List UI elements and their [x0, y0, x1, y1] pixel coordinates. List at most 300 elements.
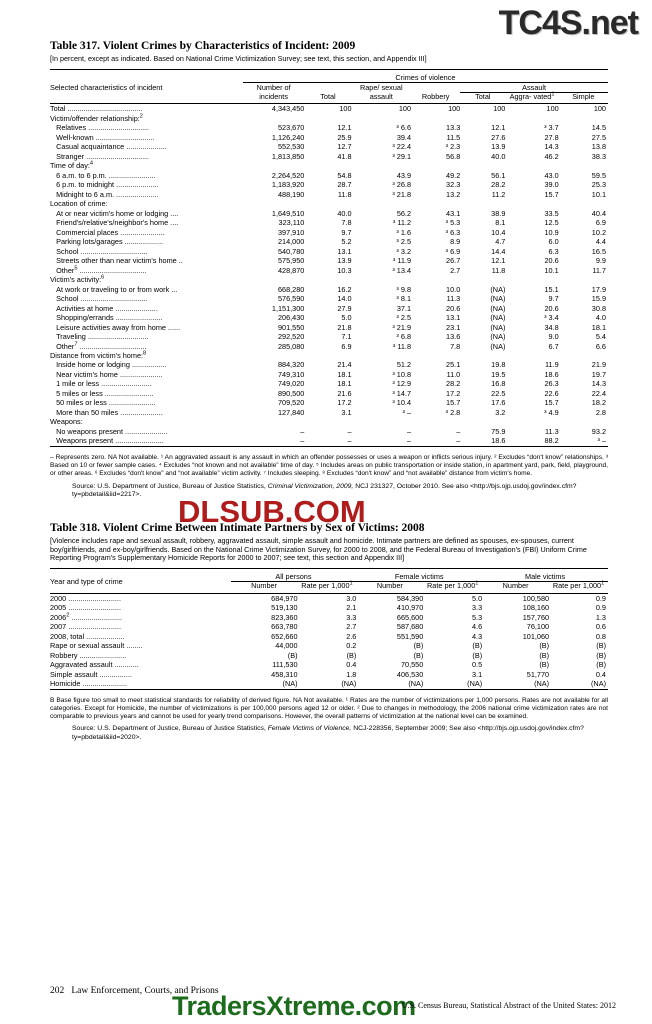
row-value: 584,390 [396, 593, 424, 603]
row-value: 2.6 [346, 631, 357, 641]
row-value: 13.9 [337, 256, 352, 266]
row-value: ³ 3.2 [396, 246, 412, 256]
table-317-rape-header: Rape/ sexual assault [359, 83, 403, 101]
row-value: 1,649,510 [271, 208, 305, 218]
table-row [50, 613, 608, 622]
row-value: 5.0 [471, 593, 483, 603]
table-row [50, 304, 608, 313]
table-318-headnote: [Violence includes rape and sexual assault, robbery, aggravated assault, simple assault and homicide. Intimate partners are defined as spouses, ex-spouses, current boy/girlfriends, and ex-boy/girlfriends. Based on the National Crime Victimization Survey, for 2000 to 2008, and the Federal Bureau of Investigation's (FBI) Uniform Crime Reporting Program's Supplementary Homicide Reports for 2000 to 2007; see text, this section and Appendix III] [50, 535, 587, 563]
row-value: 0.6 [595, 622, 606, 632]
table-317-stub-header: Selected characteristics of incident [50, 82, 163, 92]
row-label: Homicide ...................... [50, 679, 128, 689]
table-row [50, 679, 608, 689]
table-row [50, 632, 608, 641]
table-row [50, 670, 608, 679]
row-label: Time of day:$^4$ [50, 160, 94, 171]
row-value: 18.6 [491, 436, 506, 446]
row-value: 13.9 [491, 142, 506, 152]
table-group-heading-row [50, 114, 608, 123]
table-318-footnotes: B Base figure too small to meet statistical standards for reliability of derived figure. NA Not available. ¹ Rates are the number of victimizations per 1,000 persons. Rates are not available for all categories. Except for Homicide, the number of victimizations is per 100,000 persons aged 12 or older. ² Due to changes in methodology, the 2006 national crime victimization rates are not comparable to previous years and cannot be used for yearly trend comparisons. However, the overall patterns of victimization at the national level can be examined. [50, 696, 608, 721]
row-value: 100 [546, 104, 559, 114]
row-value: 9.9 [595, 256, 606, 266]
row-value: 15.7 [544, 398, 559, 408]
table-row [50, 142, 608, 151]
row-label: Distance from victim's home:$^8$ [50, 350, 147, 360]
row-value: 17.9 [591, 284, 606, 294]
row-value: 2.1 [346, 603, 357, 613]
row-value: 0.4 [595, 669, 606, 679]
page-content [50, 40, 608, 743]
row-label: School ................................. [50, 246, 148, 256]
row-value: (B) [472, 650, 483, 660]
table-317-assault-total-header: Total [475, 91, 491, 101]
row-value: ³ 13.4 [392, 265, 412, 275]
table-row [50, 427, 608, 436]
row-value: 14.4 [491, 246, 506, 256]
table-row [50, 313, 608, 322]
row-value: 15.7 [446, 398, 461, 408]
row-value: 46.2 [544, 151, 559, 161]
table-row [50, 266, 608, 275]
row-value: 25.9 [337, 132, 352, 142]
row-value: 18.1 [591, 322, 606, 332]
row-value: 21.9 [591, 360, 606, 370]
row-value: 10.1 [544, 265, 559, 275]
row-value: 56.2 [396, 208, 412, 218]
row-value: (B) [539, 641, 550, 651]
row-value: 3.0 [346, 593, 357, 603]
row-value: ³ 4.9 [544, 407, 559, 417]
row-label: Midnight to 6 a.m. ..................... [50, 189, 159, 199]
row-value: – [347, 436, 352, 446]
table-group-heading-row [50, 199, 608, 208]
row-value: 56.8 [446, 151, 461, 161]
row-value: 0.8 [595, 631, 606, 641]
row-value: 30.8 [591, 303, 606, 313]
table-317-number-header: Number of incidents [256, 83, 291, 101]
row-value: ³ 2.8 [445, 407, 461, 417]
row-label: Weapons: [50, 417, 83, 427]
row-value: 15.1 [544, 284, 559, 294]
row-value: 890,500 [277, 388, 305, 398]
row-value: 100 [339, 104, 352, 114]
row-value: 2,264,520 [271, 170, 305, 180]
row-value: 34.8 [544, 322, 559, 332]
row-value: 9.7 [548, 294, 559, 304]
row-label: Commercial places ...................... [50, 227, 165, 237]
row-value: 18.6 [544, 369, 559, 379]
row-value: ³ – [402, 407, 412, 417]
row-value: 12.1 [491, 123, 506, 133]
row-value: 21.8 [337, 322, 352, 332]
row-value: 28.2 [491, 180, 506, 190]
row-value: 70,550 [400, 660, 424, 670]
footer-source-line: U.S. Census Bureau, Statistical Abstract of the United States: 2012 [401, 1001, 616, 1010]
row-label: 2005 .......................... [50, 603, 121, 613]
row-value: 108,160 [522, 603, 550, 613]
row-value: 4.0 [595, 313, 606, 323]
row-value: 19.8 [491, 360, 506, 370]
row-value: 32.3 [446, 180, 461, 190]
row-value: 12.1 [491, 256, 506, 266]
row-value: ³ 2.5 [396, 313, 412, 323]
table-row [50, 209, 608, 218]
row-label: Parking lots/garages ................... [50, 237, 164, 247]
row-value: 100 [398, 104, 412, 114]
table-318-body [50, 593, 608, 692]
row-value: 41.8 [337, 151, 352, 161]
row-label: No weapons present ..................... [50, 426, 168, 436]
row-value: ³ 2.3 [445, 142, 461, 152]
row-value: 38.3 [591, 151, 606, 161]
row-value: 15.9 [591, 294, 606, 304]
row-value: 40.0 [491, 151, 506, 161]
table-317-footnotes: – Represents zero. NA Not available. ¹ An aggravated assault is any assault in which an offender possesses or uses a weapon or inflicts serious injury. ² Excludes “don't know” relationships. ³ Based on 10 or fewer sample cases. ⁴ Excludes “not known and not available” time of day. ⁵ Includes areas on public transportation or inside station, in apartment yard, park, field, playground, or other areas. ⁶ Excludes “don't know” and “not available” victim activity. ⁷ Includes sleeping. ⁸ Excludes “don't know” and “not available” distance from victim's home. [50, 453, 608, 478]
row-label: Leisure activities away from home ...... [50, 322, 181, 332]
row-label: Traveling .............................. [50, 332, 149, 342]
row-value: – [456, 436, 461, 446]
row-value: 101,060 [522, 631, 550, 641]
row-value: 23.1 [446, 322, 461, 332]
table-row [50, 218, 608, 227]
row-label: Rape or sexual assault ........ [50, 641, 143, 651]
row-value: ³ 8.1 [396, 294, 412, 304]
table-row [50, 651, 608, 660]
row-value: 40.4 [591, 208, 606, 218]
table-group-heading-row [50, 275, 608, 284]
row-value: ³ 10.8 [392, 369, 412, 379]
row-value: 8.1 [495, 218, 506, 228]
table-group-heading-row [50, 161, 608, 170]
row-value: 10.0 [446, 284, 461, 294]
row-value: ³ 26.8 [392, 180, 412, 190]
row-label: Total ..................................... [50, 104, 143, 114]
row-value: 3.2 [495, 407, 506, 417]
row-value: 12.7 [337, 142, 352, 152]
row-value: 10.2 [591, 227, 606, 237]
row-value: 214,000 [277, 237, 305, 247]
row-value: 575,950 [277, 256, 305, 266]
row-label: Victim's activity:$^6$ [50, 274, 105, 285]
table-318-source: Source: U.S. Department of Justice, Bureau of Justice Statistics, Female Victims of Violence, NCJ-228356, September 2009; See also <http://bjs.ojp.usdoj.gov/index.cfm?ty=pbdetail&iid=2020>. [72, 725, 584, 742]
table-row [50, 247, 608, 256]
row-value: 17.6 [491, 398, 506, 408]
row-value: 1,151,300 [271, 303, 305, 313]
row-value: 111,530 [272, 660, 298, 670]
row-value: (NA) [282, 679, 298, 689]
row-value: 406,530 [396, 669, 424, 679]
page-number: 202 [50, 986, 65, 996]
row-label: 5 miles or less ........................ [50, 388, 154, 398]
row-value: 16.5 [591, 246, 606, 256]
row-value: ³ 14.7 [392, 388, 412, 398]
row-value: 458,310 [271, 669, 298, 679]
row-label: Stranger ............................... [50, 151, 149, 161]
row-value: 6.7 [548, 341, 559, 351]
row-value: (B) [472, 641, 483, 651]
table-row [50, 133, 608, 142]
row-value: 11.3 [446, 294, 461, 304]
row-value: (B) [596, 660, 606, 670]
table-317-body [50, 104, 608, 450]
row-value: 3.1 [471, 669, 483, 679]
row-value: 5.4 [595, 332, 606, 342]
row-value: 26.7 [446, 256, 461, 266]
row-value: ³ 2.5 [396, 237, 412, 247]
row-value: 4,343,450 [271, 104, 305, 114]
row-value: 0.4 [346, 660, 357, 670]
table-317-assault-header: Assault [460, 82, 608, 92]
row-value: ³ 5.3 [445, 218, 461, 228]
row-label: 2007 .......................... [50, 622, 121, 632]
table-row [50, 389, 608, 398]
row-value: 56.1 [491, 170, 506, 180]
row-value: 33.5 [544, 208, 559, 218]
row-value: 44,000 [275, 641, 298, 651]
row-value: 21.4 [337, 360, 352, 370]
row-value: 663,780 [271, 622, 298, 632]
row-value: – [406, 426, 412, 436]
table-317-title: Table 317. Violent Crimes by Characteristics of Incident: 2009 [50, 40, 356, 52]
row-value: 0.2 [346, 641, 357, 651]
row-value: (B) [539, 650, 550, 660]
table-row [50, 190, 608, 199]
table-317-aggravated-header: Aggra- vated$^1$ [509, 91, 555, 101]
row-value: 17.2 [446, 388, 461, 398]
row-value: 323,110 [278, 218, 305, 228]
row-value: ³ 1.6 [396, 227, 412, 237]
row-value: (B) [287, 650, 298, 660]
table-317 [50, 69, 608, 450]
row-label: 2000 .......................... [50, 593, 121, 603]
row-label: Relatives .............................. [50, 123, 149, 133]
table-row [50, 408, 608, 417]
watermark-middle: DLSUB.COM [178, 494, 366, 529]
row-value: ³ 22.4 [392, 142, 412, 152]
table-318-male-header: Male victims [482, 572, 608, 582]
table-318 [50, 568, 608, 692]
row-value: – [300, 426, 305, 436]
row-value: 13.2 [446, 189, 461, 199]
table-row [50, 228, 608, 237]
row-value: 4.7 [495, 237, 506, 247]
row-label: Simple assault ................ [50, 669, 132, 679]
row-value: 488,190 [277, 189, 305, 199]
row-value: ³ 6.9 [445, 246, 461, 256]
row-label: Well-known ............................. [50, 132, 155, 142]
table-318-rate-header-3: Rate per 1,000$^1$ [552, 580, 605, 591]
row-value: 7.8 [341, 218, 352, 228]
row-value: 0.5 [471, 660, 483, 670]
row-label: Streets other than near victim's home .. [50, 256, 183, 266]
row-label: More than 50 miles ..................... [50, 407, 163, 417]
table-318-head [50, 569, 608, 594]
table-317-robbery-header: Robbery [421, 91, 450, 101]
row-value: (NA) [490, 313, 506, 323]
row-value: 13.8 [591, 142, 606, 152]
row-value: (B) [539, 660, 550, 670]
table-318-number-header-1: Number [251, 581, 278, 591]
table-317-head [50, 69, 608, 104]
row-value: 25.3 [591, 180, 606, 190]
row-label: Inside home or lodging ................. [50, 360, 167, 370]
row-value: 11.0 [446, 369, 461, 379]
footer-section: Law Enforcement, Courts, and Prisons [71, 986, 219, 996]
row-value: 20.6 [544, 256, 559, 266]
row-label: School ................................. [50, 294, 148, 304]
row-value: ³ 10.4 [392, 398, 412, 408]
row-value: 292,520 [277, 332, 305, 342]
table-row [50, 342, 608, 351]
table-row [50, 152, 608, 161]
row-label: Other$^7$ ................................. [50, 341, 147, 351]
row-value: – [456, 426, 461, 436]
row-value: ³ 11.2 [392, 218, 412, 228]
row-value: 285,080 [277, 341, 305, 351]
row-value: 100,580 [522, 593, 550, 603]
row-value: 27.8 [544, 132, 559, 142]
row-value: 428,870 [277, 265, 305, 275]
row-value: 9.0 [548, 332, 559, 342]
table-317-crimes-of-violence-header: Crimes of violence [243, 73, 608, 83]
row-value: 39.0 [544, 180, 559, 190]
row-value: 6.9 [341, 341, 352, 351]
row-value: 59.5 [591, 170, 606, 180]
row-value: 540,780 [277, 246, 305, 256]
row-label: 1 mile or less ......................... [50, 379, 152, 389]
row-value: 17.2 [337, 398, 352, 408]
table-row [50, 256, 608, 265]
row-label: Casual acquaintance .................... [50, 142, 167, 152]
row-value: 49.2 [446, 170, 461, 180]
table-318-number-header-3: Number [502, 581, 529, 591]
table-318-all-persons-header: All persons [231, 572, 357, 582]
row-value: 901,550 [277, 322, 305, 332]
row-value: 20.6 [544, 303, 559, 313]
row-value: 6.3 [548, 246, 559, 256]
row-value: 11.7 [592, 265, 606, 275]
row-value: 4.6 [471, 622, 483, 632]
row-value: 100 [493, 104, 506, 114]
row-value: 10.1 [591, 189, 606, 199]
row-value: (NA) [534, 679, 550, 689]
row-value: 10.4 [491, 227, 506, 237]
row-value: ³ 3.7 [544, 123, 559, 133]
row-value: 6.9 [595, 218, 606, 228]
row-label: Near victim's home ..................... [50, 369, 163, 379]
table-group-heading-row [50, 351, 608, 360]
row-value: 2.7 [450, 265, 461, 275]
row-value: (NA) [408, 679, 424, 689]
row-label: Shopping/errands ....................... [50, 313, 163, 323]
table-row [50, 622, 608, 631]
row-label: At or near victim's home or lodging .... [50, 208, 179, 218]
row-value: 5.2 [341, 237, 352, 247]
row-value: 40.0 [337, 208, 352, 218]
row-value: – [347, 426, 352, 436]
table-row [50, 660, 608, 669]
row-value: 709,520 [277, 398, 305, 408]
row-value: (B) [413, 641, 424, 651]
row-value: 18.1 [337, 369, 352, 379]
row-value: 22.5 [491, 388, 506, 398]
row-value: 13.1 [446, 313, 461, 323]
row-value: 0.9 [595, 593, 606, 603]
row-value: 8.9 [450, 237, 461, 247]
table-318-rate-header-1: Rate per 1,000$^1$ [301, 580, 353, 591]
row-value: ³ 21.8 [392, 189, 412, 199]
table-317-simple-header: Simple [572, 91, 595, 101]
row-value: 38.9 [491, 208, 506, 218]
table-row [50, 123, 608, 132]
row-value: 2.7 [346, 622, 357, 632]
row-value: 22.4 [591, 388, 606, 398]
row-label: Victim/offender relationship:$^2$ [50, 113, 143, 123]
row-value: 9.7 [341, 227, 352, 237]
row-value: 5.3 [471, 612, 483, 622]
row-value: ³ 6.6 [396, 123, 412, 133]
row-label: At work or traveling to or from work ... [50, 284, 178, 294]
table-317-source: Source: U.S. Department of Justice, Bureau of Justice Statistics, Criminal Victimization, 2009, NCJ 231327, October 2010. See also <http://bjs.ojp.usdoj.gov/index.cfm?ty=pbdetail&iid=2217>. [72, 482, 577, 499]
row-value: 3.3 [471, 603, 483, 613]
table-row [50, 332, 608, 341]
row-value: 25.1 [446, 360, 461, 370]
row-value: 11.8 [491, 265, 506, 275]
row-value: 28.2 [446, 379, 461, 389]
row-value: 37.1 [396, 303, 412, 313]
table-317-headnote: [In percent, except as indicated. Based on National Crime Victimization Survey; see text, this section, and Appendix III] [50, 54, 427, 63]
table-group-heading-row [50, 417, 608, 426]
row-value: 16.8 [491, 379, 506, 389]
row-value: 75.9 [491, 426, 506, 436]
row-value: (NA) [490, 294, 506, 304]
row-value: 749,310 [277, 369, 305, 379]
table-row [50, 360, 608, 369]
row-value: 18.2 [591, 398, 606, 408]
row-value: 1.8 [346, 669, 357, 679]
row-value: 76,100 [526, 622, 550, 632]
row-value: – [300, 436, 305, 446]
table-row [50, 370, 608, 379]
row-value: 4.3 [471, 631, 483, 641]
row-value: (NA) [591, 679, 606, 689]
row-value: ³ – [597, 436, 606, 446]
row-value: (B) [346, 650, 357, 660]
table-row [50, 593, 608, 603]
row-value: 14.3 [544, 142, 559, 152]
row-value: 668,280 [277, 284, 305, 294]
table-row [50, 436, 608, 446]
row-value: 11.5 [446, 132, 461, 142]
row-value: 6.0 [548, 237, 559, 247]
row-value: 13.1 [337, 246, 352, 256]
row-value: 823,360 [271, 612, 298, 622]
row-value: 43.0 [544, 170, 559, 180]
row-value: 1,813,850 [271, 151, 305, 161]
row-value: 27.6 [491, 132, 506, 142]
row-value: (NA) [490, 303, 506, 313]
row-value: 1,126,240 [271, 132, 305, 142]
row-value: 10.9 [544, 227, 559, 237]
row-value: 7.1 [341, 332, 352, 342]
table-318-stub-header: Year and type of crime [50, 577, 123, 587]
table-row [50, 603, 608, 612]
table-row [50, 180, 608, 189]
table-row [50, 641, 608, 650]
watermark-bottom: TradersXtreme.com [172, 991, 416, 1021]
row-value: 684,970 [271, 593, 298, 603]
row-value: 157,760 [522, 612, 550, 622]
